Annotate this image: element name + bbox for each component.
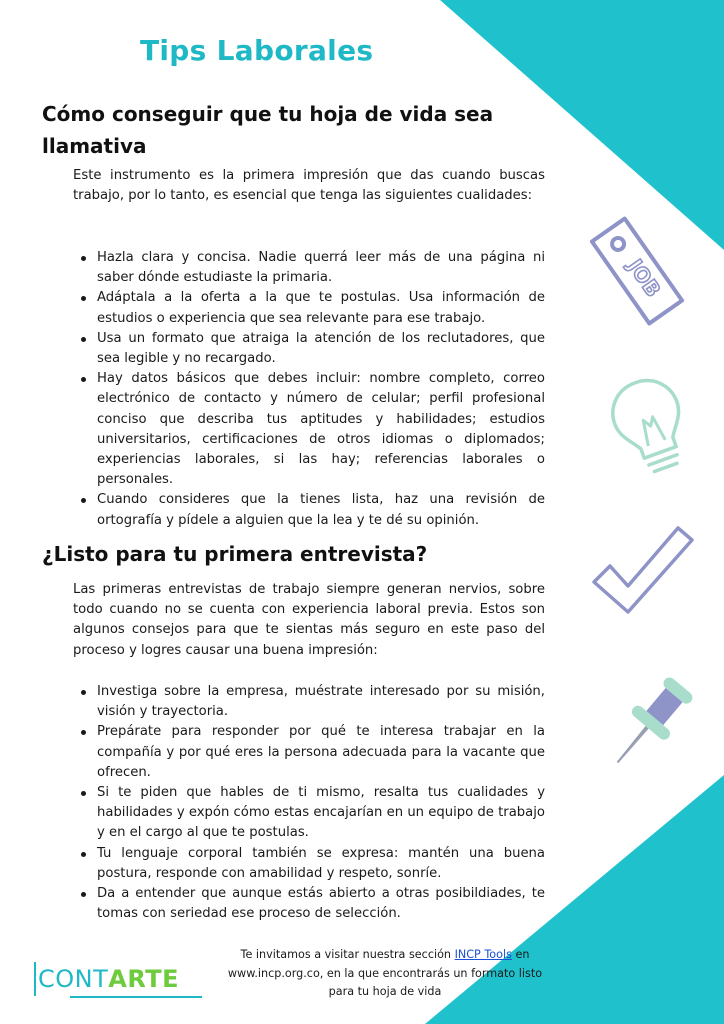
incp-tools-link[interactable]: INCP Tools bbox=[454, 948, 512, 961]
job-tag-text: JOB bbox=[623, 254, 666, 302]
section-title-cv: Cómo conseguir que tu hoja de vida sea llamativa bbox=[42, 102, 494, 158]
footer-text-before: Te invitamos a visitar nuestra sección bbox=[240, 948, 455, 961]
page-title: Tips Laborales bbox=[140, 34, 374, 67]
list-item: Da a entender que aunque estás abierto a otras posibildiades, te tomas con seriedad ese proceso de selección. bbox=[78, 884, 545, 924]
list-item: Cuando consideres que la tienes lista, haz una revisión de ortografía y pídele a alguien que la lea y te dé su opinión. bbox=[78, 490, 545, 530]
list-item: Hazla clara y concisa. Nadie querrá leer más de una página ni saber dónde estudiaste la primaria. bbox=[78, 248, 545, 288]
checkmark-icon bbox=[588, 520, 698, 620]
pushpin-icon bbox=[594, 670, 704, 780]
footer-text-after: en www.incp.org.co, en la que encontrarás un formato listo para tu hoja de vida bbox=[227, 948, 543, 998]
logo-bar bbox=[34, 962, 36, 996]
bullet-list-cv bbox=[78, 248, 545, 531]
lightbulb-icon bbox=[606, 372, 696, 482]
logo-underline bbox=[70, 996, 202, 998]
footer-invitation bbox=[222, 946, 548, 1002]
section-intro-interview: Las primeras entrevistas de trabajo siempre generan nervios, sobre todo cuando no se cuenta con experiencia laboral previa. Estos son algunos consejos para que te sientas más seguro en este paso del proceso y logres causar una buena impresión: bbox=[73, 582, 545, 658]
contarte-logo bbox=[34, 960, 204, 998]
list-item: Adáptala a la oferta a la que te postulas. Usa información de estudios o experiencia que sea relevante para ese trabajo. bbox=[78, 288, 545, 328]
section-intro-cv: Este instrumento es la primera impresión que das cuando buscas trabajo, por lo tanto, es esencial que tenga las siguientes cualidades: bbox=[73, 168, 545, 204]
list-item: Si te piden que hables de ti mismo, resalta tus cualidades y habilidades y expón cómo estas encajarían en un equipo de trabajo y en el cargo al que te postulas. bbox=[78, 783, 545, 844]
list-item: Usa un formato que atraiga la atención de los reclutadores, que sea legible y no recargado. bbox=[78, 329, 545, 369]
logo-text-arte: ARTE bbox=[108, 965, 180, 993]
job-tag-icon bbox=[582, 206, 692, 336]
list-item: Tu lenguaje corporal también se expresa: mantén una buena postura, responde con amabilidad y respeto, sonríe. bbox=[78, 844, 545, 884]
section-title-interview: ¿Listo para tu primera entrevista? bbox=[42, 542, 428, 566]
list-item: Investiga sobre la empresa, muéstrate interesado por su misión, visión y trayectoria. bbox=[78, 682, 545, 722]
logo-text-cont: CONT bbox=[38, 965, 109, 993]
list-item: Prepárate para responder por qué te interesa trabajar en la compañía y por qué eres la persona adecuada para la vacante que ofrecen. bbox=[78, 722, 545, 783]
list-item: Hay datos básicos que debes incluir: nombre completo, correo electrónico de contacto y número de celular; perfil profesional conciso que describa tus aptitudes y habilidades; estudios universitarios, certificaciones de otros idiomas o diplomados; experiencias laborales, si las hay; referencias laborales o personales. bbox=[78, 369, 545, 490]
bullet-list-interview bbox=[78, 682, 545, 924]
